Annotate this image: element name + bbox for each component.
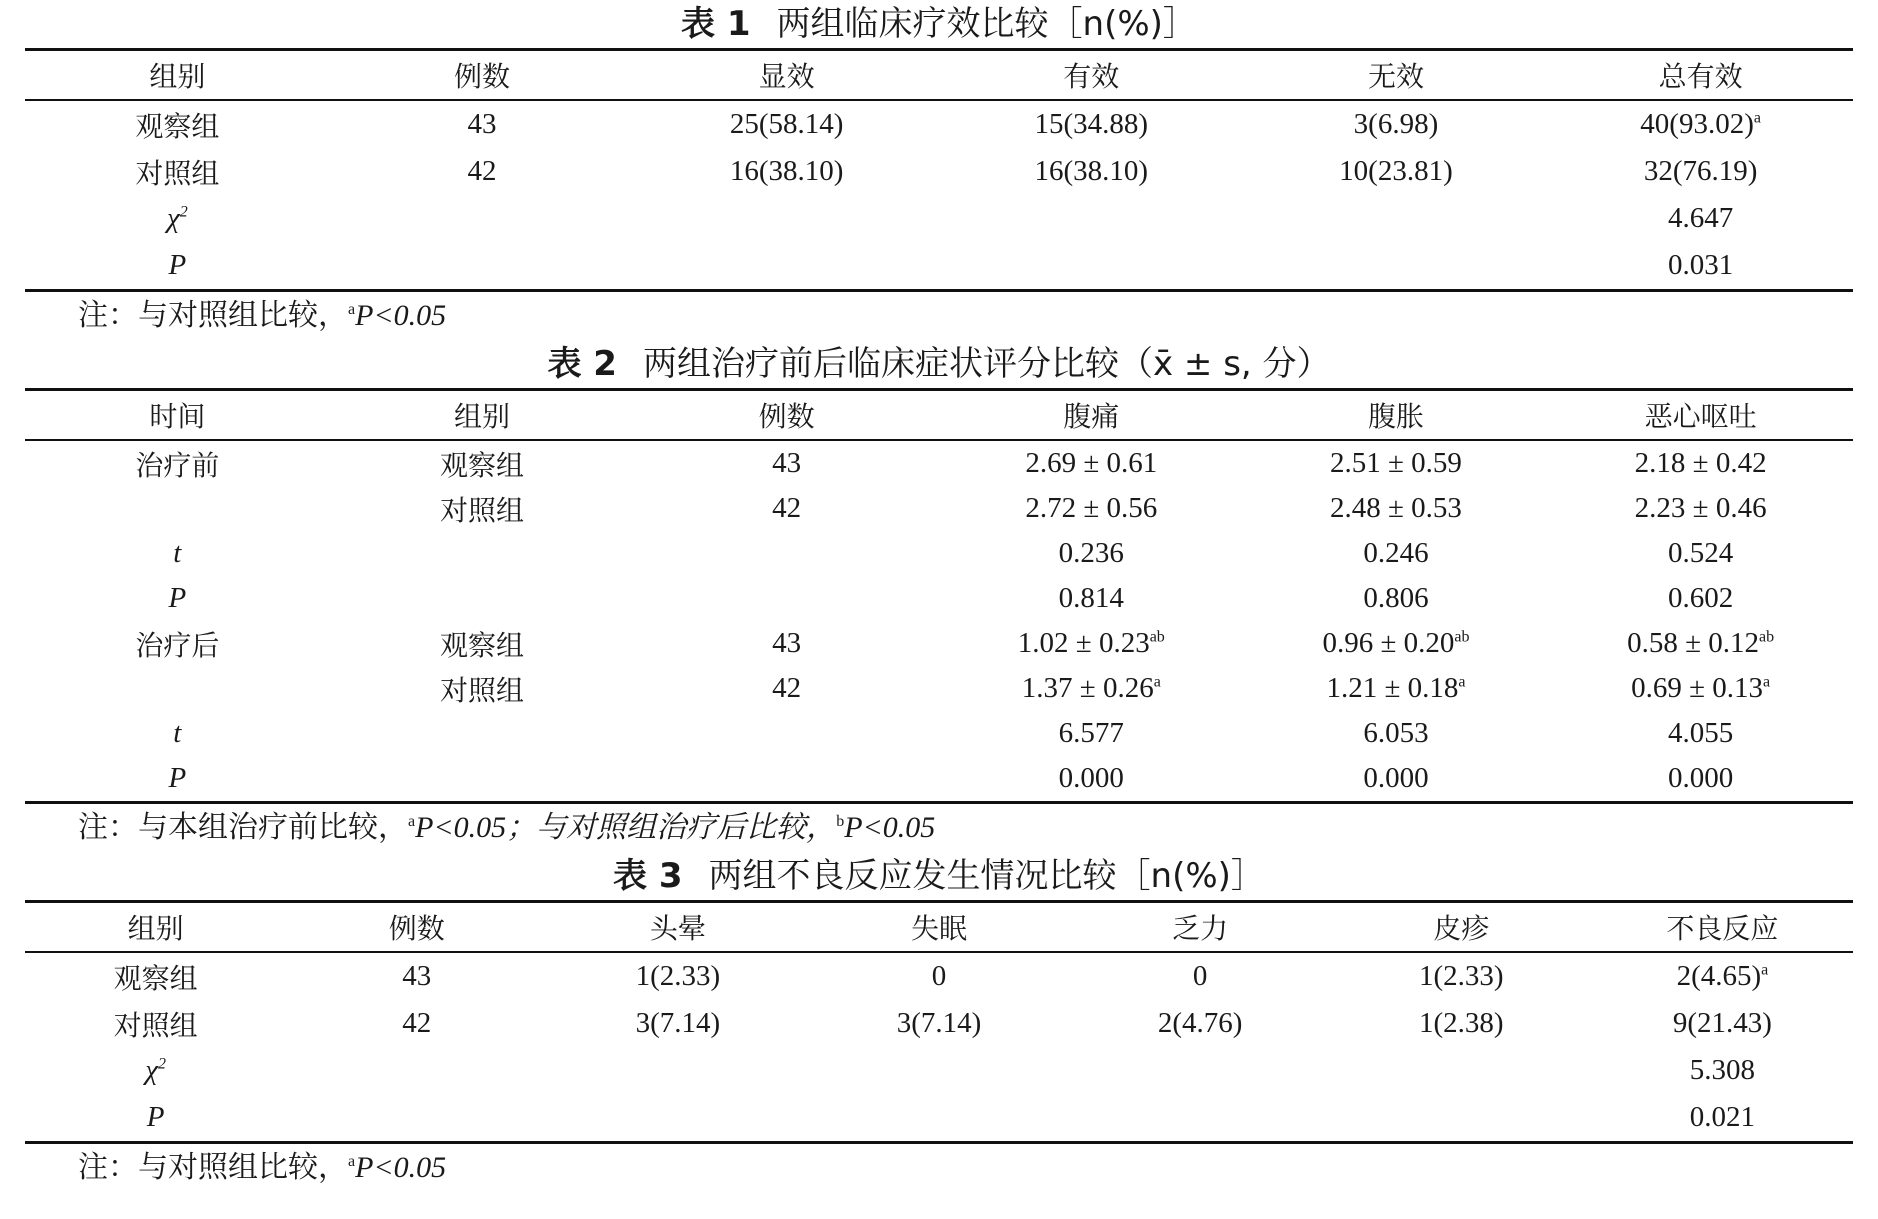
- table-cell: 2(4.76): [1157, 1007, 1243, 1039]
- table-cell: 42: [772, 492, 802, 524]
- table1-header: 总有效: [1548, 50, 1853, 101]
- table-cell: [1548, 531, 1853, 576]
- cell-value: 1.21 ± 0.18: [1326, 672, 1459, 704]
- table-cell: [1244, 621, 1549, 666]
- table-cell: 3(7.14): [896, 1007, 982, 1039]
- stat-label: t: [173, 717, 182, 749]
- stat-value: 0.031: [1548, 242, 1853, 291]
- chi-symbol: χ: [145, 1054, 158, 1086]
- note-superscript: a: [408, 813, 416, 830]
- table-row: [25, 1000, 1853, 1047]
- table2-title: 两组治疗前后临床症状评分比较（x̄ ± s, 分）: [642, 344, 1331, 384]
- cell-value: 0.602: [1668, 582, 1734, 614]
- table-row: [25, 100, 1853, 148]
- cell-value: 0.69 ± 0.13: [1631, 672, 1764, 704]
- time-label: [25, 486, 330, 531]
- cell-value: 40(93.02): [1640, 108, 1754, 140]
- group-label: [330, 576, 635, 621]
- table2-header: 例数: [634, 390, 939, 441]
- table2-header: 恶心呕吐: [1548, 390, 1853, 441]
- table-row: [25, 621, 1853, 666]
- table-cell: 43: [772, 447, 802, 479]
- superscript: 2: [157, 1055, 166, 1073]
- table-cell: [1548, 100, 1853, 148]
- cell-value: 2.48 ± 0.53: [1329, 492, 1462, 524]
- cell-value: 0.000: [1363, 762, 1429, 794]
- group-label: [330, 711, 635, 756]
- table-row: [25, 1094, 1853, 1143]
- stat-value: 5.308: [1689, 1054, 1756, 1086]
- table-cell: 32(76.19): [1643, 155, 1758, 187]
- table-cell: [1244, 440, 1549, 486]
- cell-value: 0.96 ± 0.20: [1322, 627, 1455, 659]
- table-row: [25, 711, 1853, 756]
- table1-header-row: [25, 50, 1853, 101]
- table-row: [25, 195, 1853, 242]
- table3-header: 皮疹: [1331, 902, 1592, 953]
- table-cell: [1592, 952, 1853, 1000]
- cell-value: 0.58 ± 0.12: [1627, 627, 1760, 659]
- table-cell: 9(21.43): [1672, 1007, 1772, 1039]
- table-row: [25, 756, 1853, 803]
- table1-number: 表 1: [681, 4, 751, 44]
- cell-value: 0.806: [1363, 582, 1429, 614]
- note-superscript: b: [836, 813, 845, 830]
- stat-label: t: [173, 537, 182, 569]
- table-cell: 43: [467, 108, 497, 140]
- table-row: [25, 531, 1853, 576]
- time-label: [25, 666, 330, 711]
- table-row: [25, 952, 1853, 1000]
- stat-label: P: [168, 582, 187, 614]
- table-cell: 15(34.88): [1034, 108, 1149, 140]
- cell-value: 0.236: [1058, 537, 1124, 569]
- significance-mark: ab: [1454, 628, 1470, 646]
- table-cell: 42: [402, 1007, 432, 1039]
- cell-value: 1.37 ± 0.26: [1021, 672, 1154, 704]
- table-cell: [1548, 486, 1853, 531]
- table2-caption: [0, 340, 1878, 388]
- stat-label: P: [25, 1094, 286, 1143]
- table-cell: 0: [931, 960, 947, 992]
- table3-header-row: [25, 902, 1853, 953]
- table-cell: [939, 711, 1244, 756]
- table-cell: [939, 486, 1244, 531]
- time-label: 治疗后: [135, 628, 220, 662]
- table-cell: [1548, 621, 1853, 666]
- table2-note: [78, 804, 1878, 852]
- cell-value: 2.18 ± 0.42: [1634, 447, 1767, 479]
- significance-mark: a: [1761, 961, 1769, 979]
- group-label: [330, 756, 635, 803]
- table-cell: [1244, 711, 1549, 756]
- significance-mark: a: [1753, 109, 1761, 127]
- table3-caption: [0, 852, 1878, 900]
- group-label: 观察组: [439, 628, 524, 662]
- table2-header: 腹痛: [939, 390, 1244, 441]
- note-pvalue: P<0.05: [355, 1151, 447, 1184]
- table-cell: 43: [402, 960, 432, 992]
- cell-value: 6.577: [1058, 717, 1124, 749]
- note-text: 注：与本组治疗前比较，: [78, 810, 408, 845]
- note-superscript: a: [348, 301, 356, 318]
- note-text: 注：与对照组比较，: [78, 298, 348, 333]
- stat-value: 0.021: [1592, 1094, 1853, 1143]
- table3-header: 例数: [286, 902, 547, 953]
- table-cell: [634, 531, 939, 576]
- cell-value: 6.053: [1363, 717, 1429, 749]
- table1-header: 组别: [25, 50, 330, 101]
- cell-value: 2.69 ± 0.61: [1025, 447, 1158, 479]
- table3-header: 不良反应: [1592, 902, 1853, 953]
- table-row: [25, 666, 1853, 711]
- table-cell: [1548, 711, 1853, 756]
- table1: [25, 48, 1853, 292]
- group-label: 对照组: [135, 156, 220, 190]
- table-cell: 16(38.10): [1034, 155, 1149, 187]
- table3-title: 两组不良反应发生情况比较［n(%)］: [708, 856, 1265, 896]
- table-cell: 0: [1192, 960, 1208, 992]
- table-row: [25, 148, 1853, 195]
- group-label: 对照组: [439, 493, 524, 527]
- cell-value: 0.814: [1058, 582, 1124, 614]
- chi-symbol: χ: [166, 202, 180, 234]
- table1-header: 显效: [634, 50, 939, 101]
- table-row: [25, 486, 1853, 531]
- table-cell: [1244, 666, 1549, 711]
- table1-caption: [0, 0, 1878, 48]
- table-cell: 42: [772, 672, 802, 704]
- table-cell: [939, 621, 1244, 666]
- group-label: 对照组: [113, 1008, 198, 1042]
- note-pvalue: P<0.05；与对照组治疗后比较，: [415, 811, 837, 844]
- table-cell: 1(2.33): [1418, 960, 1504, 992]
- table-cell: 16(38.10): [729, 155, 844, 187]
- table1-title: 两组临床疗效比较［n(%)］: [776, 4, 1197, 44]
- table3-header: 组别: [25, 902, 286, 953]
- table-cell: [1244, 756, 1549, 803]
- note-pvalue: P<0.05: [355, 299, 447, 332]
- significance-mark: ab: [1759, 628, 1775, 646]
- significance-mark: ab: [1149, 628, 1165, 646]
- group-label: [330, 531, 635, 576]
- table-cell: [939, 756, 1244, 803]
- table-cell: 42: [467, 155, 497, 187]
- significance-mark: a: [1153, 673, 1161, 691]
- table2-header: 腹胀: [1244, 390, 1549, 441]
- cell-value: 0.000: [1668, 762, 1734, 794]
- table-row: [25, 1047, 1853, 1094]
- table-cell: [1548, 666, 1853, 711]
- superscript: 2: [179, 203, 188, 221]
- stat-label: [25, 1047, 286, 1094]
- table2-header-row: [25, 390, 1853, 441]
- cell-value: 2(4.65): [1676, 960, 1762, 992]
- cell-value: 2.23 ± 0.46: [1634, 492, 1767, 524]
- stat-label: [25, 195, 330, 242]
- table-cell: [939, 576, 1244, 621]
- cell-value: 0.246: [1363, 537, 1429, 569]
- table-row: [25, 242, 1853, 291]
- table3-note: [78, 1144, 1878, 1192]
- stat-label: P: [25, 756, 330, 803]
- significance-mark: a: [1763, 673, 1771, 691]
- group-label: 观察组: [439, 448, 524, 482]
- table-cell: [939, 666, 1244, 711]
- table-cell: 3(6.98): [1353, 108, 1439, 140]
- table3-header: 失眠: [808, 902, 1069, 953]
- table-row: [25, 576, 1853, 621]
- cell-value: 0.000: [1058, 762, 1124, 794]
- table-cell: [1244, 486, 1549, 531]
- stat-value: 4.647: [1668, 202, 1734, 234]
- table-cell: 1(2.33): [635, 960, 721, 992]
- cell-value: 1.02 ± 0.23: [1017, 627, 1150, 659]
- table-cell: [634, 576, 939, 621]
- table-cell: [1244, 531, 1549, 576]
- table3: [25, 900, 1853, 1144]
- table3-header: 头晕: [547, 902, 808, 953]
- table-cell: [1548, 756, 1853, 803]
- group-label: 观察组: [135, 109, 220, 143]
- table3-number: 表 3: [613, 856, 683, 896]
- table-cell: [1548, 576, 1853, 621]
- table-cell: [1548, 440, 1853, 486]
- group-label: 观察组: [113, 961, 198, 995]
- table-row: [25, 440, 1853, 486]
- stat-label: P: [25, 242, 330, 291]
- table2-number: 表 2: [547, 344, 617, 384]
- table3-header: 乏力: [1070, 902, 1331, 953]
- table-cell: [1244, 576, 1549, 621]
- table-cell: [634, 756, 939, 803]
- table1-header: 例数: [330, 50, 635, 101]
- note-pvalue: P<0.05: [844, 811, 936, 844]
- table1-header: 有效: [939, 50, 1244, 101]
- table2-header: 时间: [25, 390, 330, 441]
- cell-value: 4.055: [1668, 717, 1734, 749]
- cell-value: 0.524: [1668, 537, 1734, 569]
- table-cell: [634, 711, 939, 756]
- group-label: 对照组: [439, 673, 524, 707]
- note-text: 注：与对照组比较，: [78, 1150, 348, 1185]
- table-cell: [939, 440, 1244, 486]
- table-cell: 10(23.81): [1339, 155, 1453, 187]
- table-cell: 43: [772, 627, 802, 659]
- time-label: 治疗前: [135, 448, 220, 482]
- table1-header: 无效: [1244, 50, 1549, 101]
- table2: [25, 388, 1853, 804]
- table1-note: [78, 292, 1878, 340]
- significance-mark: a: [1458, 673, 1466, 691]
- table-cell: [939, 531, 1244, 576]
- cell-value: 2.72 ± 0.56: [1025, 492, 1158, 524]
- table2-header: 组别: [330, 390, 635, 441]
- cell-value: 2.51 ± 0.59: [1329, 447, 1462, 479]
- table-cell: 1(2.38): [1418, 1007, 1504, 1039]
- table-cell: 25(58.14): [729, 108, 844, 140]
- note-superscript: a: [348, 1153, 356, 1170]
- table-cell: 3(7.14): [635, 1007, 721, 1039]
